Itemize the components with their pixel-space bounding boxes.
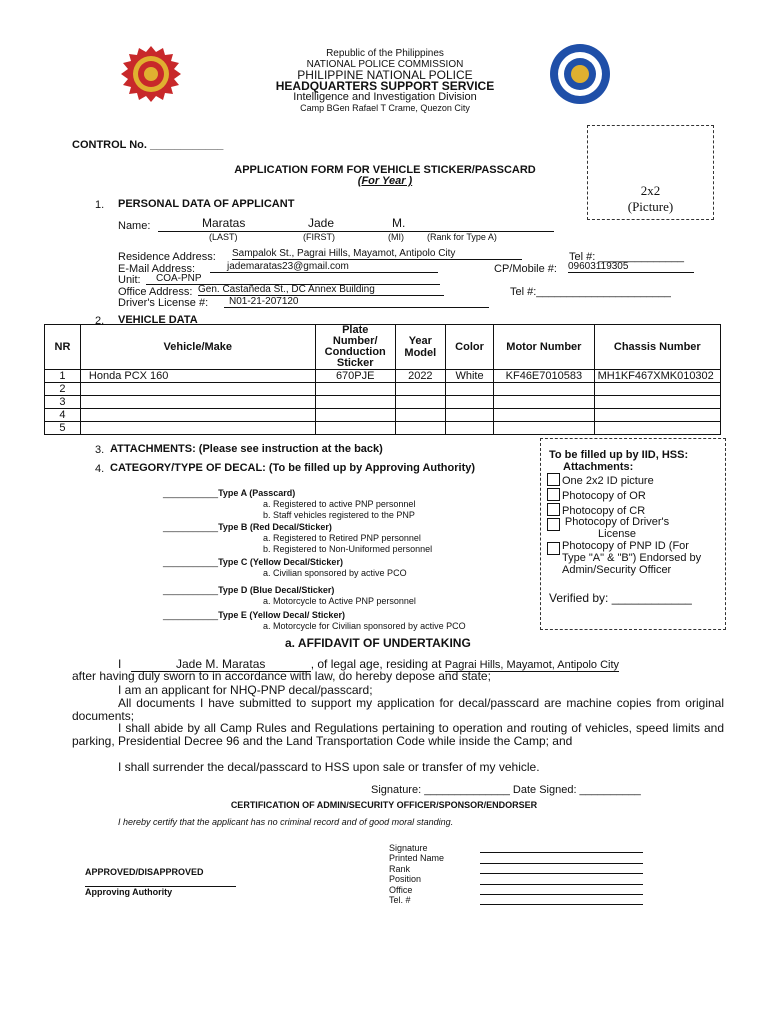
last-name-value: Maratas xyxy=(202,216,246,230)
section4-text: CATEGORY/TYPE OF DECAL: (To be filled up by Approving Authority) xyxy=(110,462,476,474)
table-cell: 4 xyxy=(45,409,81,422)
tel-line xyxy=(480,895,643,905)
verified-by: Verified by: ____________ xyxy=(549,591,692,605)
unit-label: Unit: xyxy=(118,274,141,286)
table-cell xyxy=(445,409,493,422)
table-cell xyxy=(315,396,395,409)
table-cell: 1 xyxy=(45,370,81,383)
table-cell xyxy=(395,409,445,422)
table-cell xyxy=(594,409,720,422)
header-line5: Intelligence and Investigation Division xyxy=(293,91,477,103)
header-line2: NATIONAL POLICE COMMISSION xyxy=(306,59,464,70)
field-label: Office xyxy=(389,884,413,895)
picture-box-caption: (Picture) xyxy=(627,199,674,214)
affidavit-p4: I shall surrender the decal/passcard to HSS upon sale or transfer of my vehicle. xyxy=(118,760,540,774)
header-line1: Republic of the Philippines xyxy=(326,48,444,59)
table-cell xyxy=(594,422,720,435)
decal-type-c xyxy=(163,557,407,579)
checkbox[interactable] xyxy=(547,488,560,501)
table-cell xyxy=(315,383,395,396)
affidavit-signature: Signature: ______________ Date Signed: __________ xyxy=(371,784,641,796)
cp-label: CP/Mobile #: xyxy=(494,263,557,275)
table-row xyxy=(45,370,721,383)
field-label: Signature xyxy=(389,843,428,853)
section2-number: 2. xyxy=(95,315,105,327)
table-row xyxy=(45,396,721,409)
section1-number: 1. xyxy=(95,199,105,211)
table-cell: KF46E7010583 xyxy=(494,370,594,383)
decal-item: a. Motorcycle to Active PNP personnel xyxy=(263,596,416,606)
table-row xyxy=(45,409,721,422)
decal-item: b. Staff vehicles registered to the PNP xyxy=(263,510,415,520)
section3-text: ATTACHMENTS: (Please see instruction at the back) xyxy=(110,443,383,455)
header-line3: PHILIPPINE NATIONAL POLICE xyxy=(297,68,473,82)
table-cell xyxy=(80,422,315,435)
decal-type-label: Type E (Yellow Decal/ Sticker) xyxy=(218,610,345,620)
table-cell: 5 xyxy=(45,422,81,435)
col-plate-number: Plate Number/ Conduction Sticker xyxy=(315,325,395,370)
certification-text: I hereby certify that the applicant has no criminal record and of good moral standing. xyxy=(118,817,454,827)
col-motor-number: Motor Number xyxy=(494,325,594,370)
affidavit-p1: I am an applicant for NHQ-PNP decal/passcard; xyxy=(118,683,373,697)
rank-caption: (Rank for Type A) xyxy=(427,232,497,242)
license-value: N01-21-207120 xyxy=(224,296,489,308)
decal-blank: ___________ xyxy=(163,488,219,498)
decal-blank: ___________ xyxy=(163,610,219,620)
table-cell: White xyxy=(445,370,493,383)
decal-item: a. Registered to Retired PNP personnel xyxy=(263,533,421,543)
decal-blank: ___________ xyxy=(163,522,219,532)
decal-type-label: Type A (Passcard) xyxy=(218,488,296,498)
control-no: CONTROL No. ____________ xyxy=(72,139,224,151)
table-cell xyxy=(594,383,720,396)
table-cell xyxy=(80,383,315,396)
certification-title: CERTIFICATION OF ADMIN/SECURITY OFFICER/SPONSOR/ENDORSER xyxy=(230,800,538,810)
tel1-label: Tel #: ______________ xyxy=(569,251,684,263)
checkbox[interactable] xyxy=(547,473,560,486)
first-name-value: Jade xyxy=(308,216,335,230)
decal-type-label: Type D (Blue Decal/Sticker) xyxy=(218,585,335,595)
table-row xyxy=(45,383,721,396)
iid-attachment: Photocopy of PNP ID (For Type "A" & "B") Endorsed by Admin/Security Officer xyxy=(562,539,702,576)
table-cell xyxy=(494,422,594,435)
office-line xyxy=(480,885,643,895)
decal-blank: ___________ xyxy=(163,557,219,567)
pnp-seal-logo xyxy=(118,44,184,104)
table-cell: 2 xyxy=(45,383,81,396)
table-cell: 670PJE xyxy=(315,370,395,383)
decal-item: a. Registered to active PNP personnel xyxy=(263,499,416,509)
decal-type-d xyxy=(163,585,416,607)
affidavit-p3: I shall abide by all Camp Rules and Regulations pertaining to operation and routing of vehicles, speed limits and parking, Presidential Decree 96 and the Land Transportation Code while inside the Camp; and xyxy=(72,721,724,748)
vehicle-table xyxy=(44,324,721,435)
table-row xyxy=(45,422,721,435)
table-cell xyxy=(445,383,493,396)
header-line4: HEADQUARTERS SUPPORT SERVICE xyxy=(275,79,495,93)
table-cell xyxy=(494,409,594,422)
checkbox[interactable] xyxy=(547,503,560,516)
tel2-label: Tel #:______________________ xyxy=(510,286,671,298)
approving-authority: Approving Authority xyxy=(85,887,173,897)
iid-attachment: Photocopy of CR xyxy=(562,504,646,517)
decal-type-b xyxy=(163,522,432,555)
affidavit-residence-value: Pagrai Hills, Mayamot, Antipolo City xyxy=(444,659,620,671)
signature-line xyxy=(480,843,643,853)
unit-value: COA-PNP xyxy=(146,273,440,285)
header-line6: Camp BGen Rafael T Crame, Quezon City xyxy=(300,103,470,113)
table-cell xyxy=(395,396,445,409)
decal-type-e xyxy=(163,610,466,632)
table-cell xyxy=(494,383,594,396)
letterhead xyxy=(200,48,570,114)
iid-box-subtitle: Attachments: xyxy=(563,461,634,473)
printed-name-line xyxy=(480,853,643,863)
iid-box-title: To be filled up by IID, HSS: xyxy=(549,449,689,461)
table-cell xyxy=(315,409,395,422)
residence-label: Residence Address: xyxy=(118,251,216,263)
table-cell xyxy=(80,409,315,422)
table-cell: Honda PCX 160 xyxy=(80,370,315,383)
decal-type-a xyxy=(163,488,415,521)
iid-attachment: Photocopy of OR xyxy=(562,489,646,502)
affidavit-i: I xyxy=(118,657,122,671)
affidavit-p2: All documents I have submitted to support my application for decal/passcard are machine copies from original documents; xyxy=(72,696,724,723)
picture-box-size: 2x2 xyxy=(640,183,661,198)
name-label: Name: xyxy=(118,220,151,232)
iid-attachment: Photocopy of Driver's License xyxy=(564,516,670,541)
table-cell: MH1KF467XMK010302 xyxy=(594,370,720,383)
section4-number: 4. xyxy=(95,463,105,475)
form-title: APPLICATION FORM FOR VEHICLE STICKER/PASSCARD xyxy=(234,164,536,176)
decal-type-label: Type C (Yellow Decal/Sticker) xyxy=(218,557,343,567)
col-year-model: Year Model xyxy=(395,325,445,370)
decal-blank: ___________ xyxy=(163,585,219,595)
affidavit-title: a. AFFIDAVIT OF UNDERTAKING xyxy=(285,636,471,650)
picture-box xyxy=(587,125,714,220)
affidavit-name-value: Jade M. Maratas xyxy=(131,657,311,672)
mi-value: M. xyxy=(392,216,406,230)
email-value: jademaratas23@gmail.com xyxy=(210,261,438,273)
approval-label: APPROVED/DISAPPROVED xyxy=(85,867,204,877)
field-label: Position xyxy=(389,874,422,885)
affidavit-line2: after having duly sworn to in accordance with law, do hereby depose and state; xyxy=(72,669,491,683)
col-vehicle-make: Vehicle/Make xyxy=(80,325,315,370)
table-cell xyxy=(494,396,594,409)
table-cell: 3 xyxy=(45,396,81,409)
license-label: Driver's License #: xyxy=(118,297,209,309)
mi-caption: (MI) xyxy=(388,232,404,242)
table-cell xyxy=(315,422,395,435)
section1-title: PERSONAL DATA OF APPLICANT xyxy=(118,198,295,210)
section3-number: 3. xyxy=(95,444,105,456)
checkbox[interactable] xyxy=(547,518,560,531)
cp-value: 09603119305 xyxy=(568,261,694,273)
last-caption: (LAST) xyxy=(209,232,238,242)
field-label: Rank xyxy=(389,863,411,874)
certification-lines xyxy=(480,843,643,905)
iid-box xyxy=(540,438,726,630)
section2-title: VEHICLE DATA xyxy=(118,314,198,326)
table-cell xyxy=(445,396,493,409)
field-label: Printed Name xyxy=(389,853,445,864)
col-color: Color xyxy=(445,325,493,370)
position-line xyxy=(480,874,643,884)
office-label: Office Address: xyxy=(118,286,193,298)
table-cell xyxy=(80,396,315,409)
form-subtitle: (For Year ) xyxy=(357,175,413,187)
table-cell xyxy=(395,383,445,396)
affidavit-legal-age: , of legal age, residing at xyxy=(310,657,442,671)
table-cell xyxy=(395,422,445,435)
table-cell xyxy=(594,396,720,409)
table-cell xyxy=(445,422,493,435)
checkbox[interactable] xyxy=(547,542,560,555)
email-label: E-Mail Address: xyxy=(118,263,196,275)
decal-item: a. Civilian sponsored by active PCO xyxy=(263,568,407,578)
residence-value: Sampalok St., Pagrai Hills, Mayamot, Antipolo City xyxy=(232,248,522,260)
certification-fields xyxy=(389,843,444,905)
office-value: Gen. Castañeda St., DC Annex Building xyxy=(198,284,444,296)
decal-item: b. Registered to Non-Uniformed personnel xyxy=(263,544,433,554)
first-caption: (FIRST) xyxy=(303,232,335,242)
rank-line xyxy=(480,864,643,874)
field-label: Tel. # xyxy=(389,895,411,906)
table-cell: 2022 xyxy=(395,370,445,383)
decal-type-label: Type B (Red Decal/Sticker) xyxy=(218,522,332,532)
iid-attachment: One 2x2 ID picture xyxy=(562,475,654,487)
decal-item: a. Motorcycle for Civilian sponsored by active PCO xyxy=(263,621,466,631)
col-chassis-number: Chassis Number xyxy=(594,325,720,370)
col-nr: NR xyxy=(45,325,81,370)
